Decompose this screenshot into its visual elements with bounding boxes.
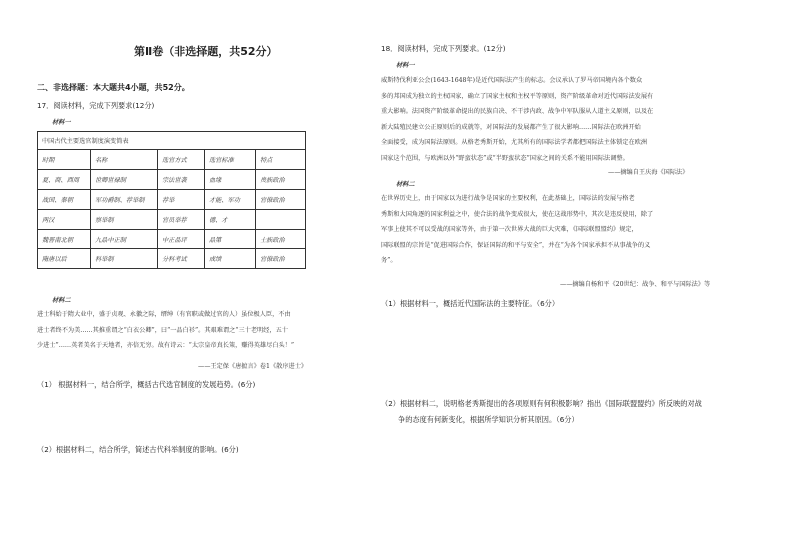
q18-material2-label: 材料二 — [396, 181, 415, 188]
material-line: 重大影响。法国资产阶级革命提出的民族自决、不干涉内政、战争中军队服从人道主义原则，以及在 — [381, 108, 654, 116]
material-line: 进士科始于隋大业中，盛于贞观、永徽之际，缙绅（有官职或做过官的人）虽位极人臣，不由 — [37, 311, 291, 318]
table-caption-row — [38, 132, 306, 150]
table-cell: 官僚政治 — [256, 189, 306, 209]
table-cell: 成绩 — [205, 249, 256, 269]
table-cell: 世卿世禄制 — [91, 169, 158, 189]
table-cell: 中正品评 — [158, 229, 205, 249]
q17-material2-text — [37, 307, 372, 354]
material-line: 秀斯和大国角逐的国家利益之中，使合法的战争变成很大，使在这战形势中，其次是违反使用，除了 — [381, 210, 654, 218]
q18-material2-source: ——摘编自杨和平《20世纪：战争、和平与国际法》等 — [560, 281, 711, 288]
question-17-intro: 17．阅读材料，完成下列要求(12分) — [37, 101, 155, 110]
question-18-1: （1）根据材料一，概括近代国际法的主要特征。（6分） — [381, 299, 560, 308]
material-line: 多的邦国成为独立的主权国家，确立了国家主权和主权平等原则，资产阶级革命对近代国际法发展有 — [381, 92, 654, 100]
question-17-1: （1） 根据材料一，结合所学，概括古代选官制度的发展趋势。(6分) — [37, 380, 256, 389]
material-line: 国际联盟的宗旨是“促进国际合作，保证国际的和平与安全”，并在“为各个国家承担不从事战争的义 — [381, 241, 651, 249]
col-header: 时期 — [38, 150, 91, 170]
table-cell: 魏晋南北朝 — [38, 229, 91, 249]
table-row — [38, 169, 306, 189]
col-header: 特点 — [256, 150, 306, 170]
table-cell: 士族政治 — [256, 229, 306, 249]
table-cell: 夏、商、西周 — [38, 169, 91, 189]
material-line: 国家这个范围，与欧洲以外“野蛮状态”或“半野蛮状态”国家之间的关系不能用国际法调整。 — [381, 154, 629, 162]
table-cell: 德、才 — [205, 209, 256, 229]
table-row — [38, 229, 306, 249]
table-cell: 隋唐以后 — [38, 249, 91, 269]
table-cell: 战国、秦朝 — [38, 189, 91, 209]
table-row — [38, 189, 306, 209]
table-cell: 军功爵制、荐举制 — [91, 189, 158, 209]
table-cell: 分科考试 — [158, 249, 205, 269]
table-cell — [256, 209, 306, 229]
table-cell: 官员举荐 — [158, 209, 205, 229]
q17-material1-label: 材料一 — [52, 119, 71, 126]
material-line: 新大陆殖民建立公正原则后的成就等，对国际法的发展都产生了很大影响……国际法在欧洲开始 — [381, 123, 641, 131]
paper-section-header: 第Ⅱ卷（非选择题，共52分） — [134, 45, 278, 58]
table-row — [38, 249, 306, 269]
material-line: 进士者终不为美……其推重谓之“白衣公卿”，曰“一品白衫”。其艰难谓之“三十老明经，五十 — [37, 326, 288, 334]
col-header: 选官标准 — [205, 150, 256, 170]
section-title: 二、非选择题：本大题共4小题，共52分。 — [37, 83, 190, 92]
table-cell: 血缘 — [205, 169, 256, 189]
question-17-2: （2）根据材料二，结合所学，简述古代科举制度的影响。(6分) — [37, 445, 239, 454]
table-caption: 中国古代主要选官制度演变简表 — [38, 132, 306, 150]
table-cell: 察举制 — [91, 209, 158, 229]
table-cell: 官僚政治 — [256, 249, 306, 269]
question-18-2-line1: （2）根据材料二，说明格老秀斯提出的各项原则有何积极影响？指出《国际联盟盟约》所反映的对战 — [381, 399, 702, 408]
material-line: 威斯特伐利亚公会(1643-1648年)是近代国际法产生的标志。会议承认了罗马帝国境内各个数众 — [381, 77, 643, 84]
table-cell: 荐举 — [158, 189, 205, 209]
table-cell: 才能、军功 — [205, 189, 256, 209]
table-cell: 科举制 — [91, 249, 158, 269]
q18-material1-source: ——摘编自王庆海《国际法》 — [608, 169, 689, 176]
table-cell: 两汉 — [38, 209, 91, 229]
table-cell: 九品中正制 — [91, 229, 158, 249]
question-18-intro: 18．阅读材料，完成下列要求。(12分) — [381, 44, 506, 53]
material-line: 全面接受，成为国际法原则。从格老秀斯开始，尤其所有的国际法学者都把国际法主体锁定在欧洲 — [381, 139, 648, 147]
q17-material2-source: ——王定保《唐摭言》卷1《散序进士》 — [198, 363, 308, 370]
table-header-row — [38, 150, 306, 170]
material-line: 在世界历史上，由于国家以为进行战争是国家的主要权利，在此基础上，国际法的发展与格老 — [381, 195, 635, 202]
q18-material1-label: 材料一 — [396, 62, 415, 69]
table-cell: 贵族政治 — [256, 169, 306, 189]
col-header: 名称 — [91, 150, 158, 170]
q18-material2-text — [381, 191, 721, 269]
material-line: 军事上使其不可以受战的国家等外，由于第一次世界大战的巨大灾难，《国际联盟盟约》规定， — [381, 226, 638, 234]
material-line: 少进士”……英者美名于天地者，亦倍无穷。故有诗云：“太宗皇帝真长策，赚得英雄尽白头！” — [37, 342, 294, 350]
col-header: 选官方式 — [158, 150, 205, 170]
table-row — [38, 209, 306, 229]
material-line: 务”。 — [381, 257, 397, 265]
q17-material2-label: 材料二 — [52, 297, 71, 304]
question-18-2-line2: 争的态度有何新变化，根据所学知识分析其原因。（6分） — [398, 415, 579, 424]
table-cell: 品第 — [205, 229, 256, 249]
selection-system-table — [37, 131, 306, 269]
q18-material1-text — [381, 73, 721, 167]
table-cell: 宗法世袭 — [158, 169, 205, 189]
